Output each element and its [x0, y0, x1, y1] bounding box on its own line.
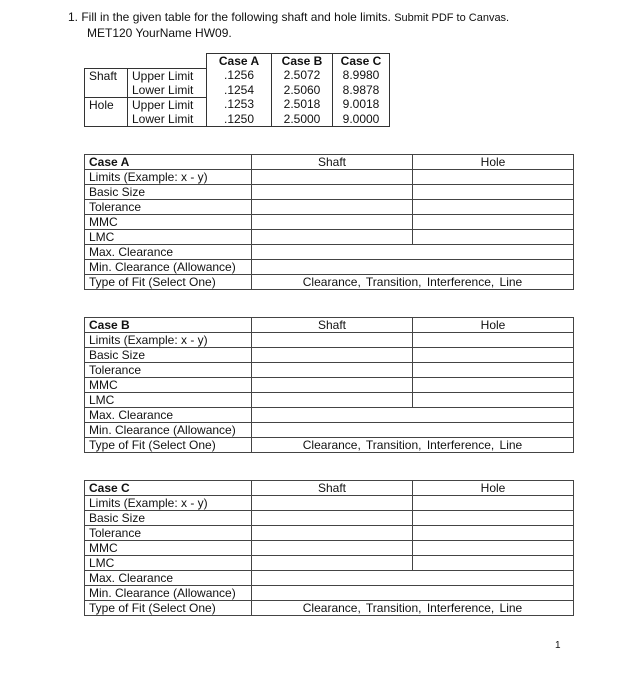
shaft-cell[interactable] [252, 511, 413, 526]
row-label: Type of Fit (Select One) [85, 275, 252, 290]
row-label: Max. Clearance [85, 245, 252, 260]
shaft-cell[interactable] [252, 378, 413, 393]
shaft-cell[interactable] [252, 215, 413, 230]
shaft-header: Shaft [252, 318, 413, 333]
header-case-b: Case B [272, 54, 333, 69]
cell-value: 2.5018 [272, 97, 333, 112]
row-label: Lower Limit [128, 83, 207, 98]
row-label: Type of Fit (Select One) [85, 438, 252, 453]
cell-value: .1254 [207, 83, 272, 98]
cell-value: 8.9878 [333, 83, 390, 98]
hole-cell[interactable] [413, 511, 574, 526]
limits-table [84, 53, 390, 127]
hole-cell[interactable] [413, 185, 574, 200]
row-label: MMC [85, 378, 252, 393]
shaft-cell[interactable] [252, 541, 413, 556]
shaft-cell[interactable] [252, 526, 413, 541]
row-label: Tolerance [85, 363, 252, 378]
row-label: Min. Clearance (Allowance) [85, 423, 252, 438]
hole-cell[interactable] [413, 200, 574, 215]
row-label: Tolerance [85, 526, 252, 541]
shaft-cell[interactable] [252, 333, 413, 348]
merged-cell[interactable] [252, 408, 574, 423]
hole-cell[interactable] [413, 363, 574, 378]
merged-cell[interactable] [252, 571, 574, 586]
row-label: Basic Size [85, 348, 252, 363]
cell-value: 8.9980 [333, 68, 390, 83]
row-label: LMC [85, 393, 252, 408]
row-label: Type of Fit (Select One) [85, 601, 252, 616]
row-label: Lower Limit [128, 112, 207, 127]
group-empty [85, 112, 128, 127]
row-label: Max. Clearance [85, 571, 252, 586]
case-title: Case A [85, 155, 252, 170]
cell-value: 2.5060 [272, 83, 333, 98]
merged-cell[interactable] [252, 423, 574, 438]
shaft-cell[interactable] [252, 556, 413, 571]
question-text: 1. Fill in the given table for the following shaft and hole limits. [68, 10, 391, 24]
cell-value: 2.5072 [272, 68, 333, 83]
fit-options[interactable]: Clearance, Transition, Interference, Line [252, 601, 574, 616]
row-label: Limits (Example: x - y) [85, 496, 252, 511]
merged-cell[interactable] [252, 260, 574, 275]
table-row [85, 97, 390, 112]
header-case-c: Case C [333, 54, 390, 69]
table-row [85, 68, 390, 83]
cell-value: .1256 [207, 68, 272, 83]
group-shaft: Shaft [85, 68, 128, 83]
question-note: Submit PDF to Canvas. [394, 12, 510, 24]
table-row [85, 83, 390, 98]
shaft-cell[interactable] [252, 393, 413, 408]
shaft-cell[interactable] [252, 185, 413, 200]
row-label: LMC [85, 230, 252, 245]
row-label: Max. Clearance [85, 408, 252, 423]
shaft-cell[interactable] [252, 200, 413, 215]
hole-cell[interactable] [413, 526, 574, 541]
row-label: Basic Size [85, 511, 252, 526]
shaft-cell[interactable] [252, 496, 413, 511]
hole-cell[interactable] [413, 393, 574, 408]
row-label: LMC [85, 556, 252, 571]
case-title: Case C [85, 481, 252, 496]
shaft-header: Shaft [252, 481, 413, 496]
page-number: 1 [555, 640, 561, 651]
row-label: Limits (Example: x - y) [85, 170, 252, 185]
hole-cell[interactable] [413, 230, 574, 245]
cell-value: 9.0000 [333, 112, 390, 127]
case-a-table [84, 154, 574, 290]
shaft-cell[interactable] [252, 170, 413, 185]
group-hole: Hole [85, 97, 128, 112]
hole-cell[interactable] [413, 378, 574, 393]
row-label: Upper Limit [128, 68, 207, 83]
fit-options[interactable]: Clearance, Transition, Interference, Line [252, 438, 574, 453]
row-label: MMC [85, 215, 252, 230]
hole-header: Hole [413, 155, 574, 170]
row-label: Tolerance [85, 200, 252, 215]
hole-cell[interactable] [413, 348, 574, 363]
case-title: Case B [85, 318, 252, 333]
row-label: Basic Size [85, 185, 252, 200]
shaft-cell[interactable] [252, 363, 413, 378]
case-b-table [84, 317, 574, 453]
cell-value: 9.0018 [333, 97, 390, 112]
shaft-cell[interactable] [252, 348, 413, 363]
hole-cell[interactable] [413, 170, 574, 185]
fit-options[interactable]: Clearance, Transition, Interference, Line [252, 275, 574, 290]
question [68, 10, 509, 41]
row-label: Limits (Example: x - y) [85, 333, 252, 348]
header-case-a: Case A [207, 54, 272, 69]
row-label: Min. Clearance (Allowance) [85, 260, 252, 275]
merged-cell[interactable] [252, 586, 574, 601]
hole-cell[interactable] [413, 556, 574, 571]
hole-header: Hole [413, 318, 574, 333]
hole-header: Hole [413, 481, 574, 496]
row-label: Min. Clearance (Allowance) [85, 586, 252, 601]
hole-cell[interactable] [413, 541, 574, 556]
shaft-header: Shaft [252, 155, 413, 170]
cell-value: .1253 [207, 97, 272, 112]
table-row [85, 112, 390, 127]
row-label: Upper Limit [128, 97, 207, 112]
hole-cell[interactable] [413, 496, 574, 511]
merged-cell[interactable] [252, 245, 574, 260]
shaft-cell[interactable] [252, 230, 413, 245]
cell-value: .1250 [207, 112, 272, 127]
row-label: MMC [85, 541, 252, 556]
cell-value: 2.5000 [272, 112, 333, 127]
question-line2: MET120 YourName HW09. [87, 26, 232, 40]
case-c-table [84, 480, 574, 616]
group-empty [85, 83, 128, 98]
hole-cell[interactable] [413, 215, 574, 230]
hole-cell[interactable] [413, 333, 574, 348]
